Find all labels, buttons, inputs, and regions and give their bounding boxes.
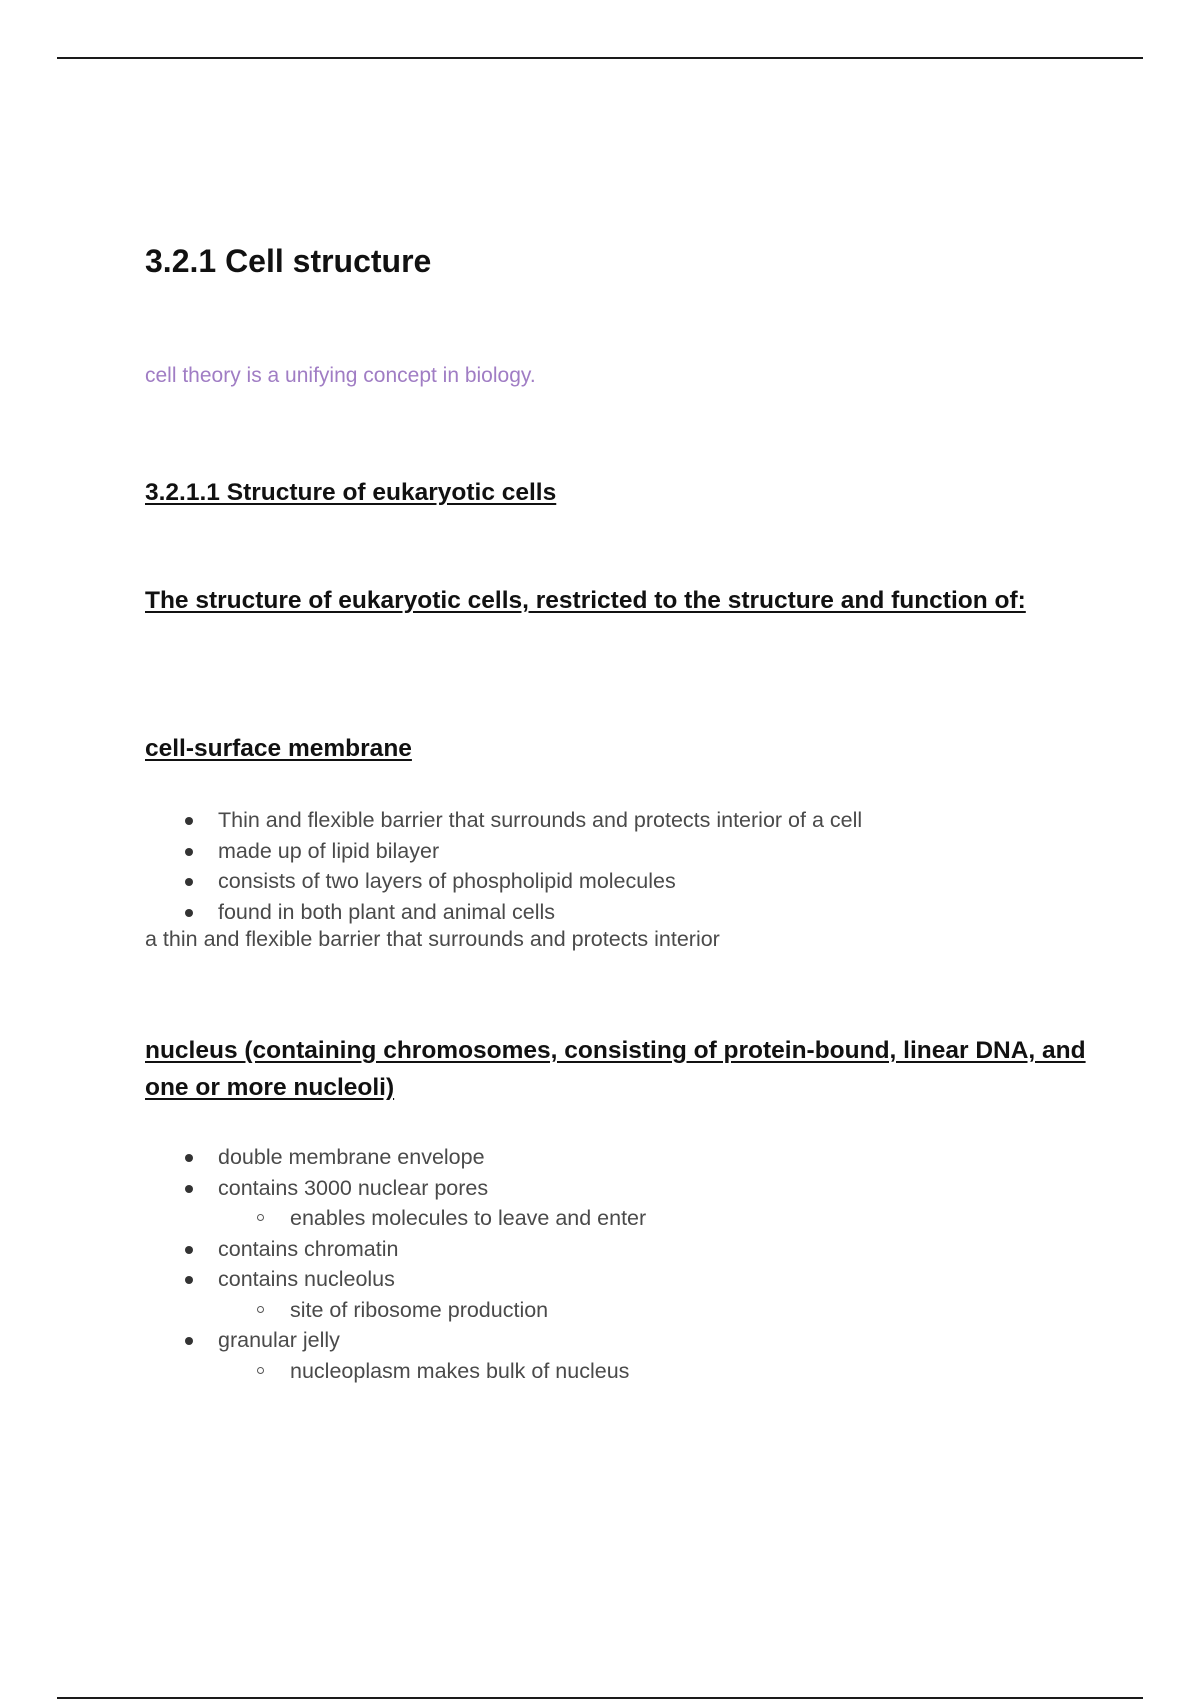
list-item [145, 1173, 646, 1204]
list-item-text: double membrane envelope [218, 1145, 485, 1169]
sub-list-item-text: enables molecules to leave and enter [290, 1206, 647, 1230]
list-item-text: contains 3000 nuclear pores [218, 1175, 489, 1200]
list-item-text: contains chromatin [218, 1236, 399, 1261]
bullet-dot-icon [185, 1276, 193, 1284]
page-title: 3.2.1 Cell structure [145, 243, 432, 279]
sub-list-item [145, 1203, 646, 1234]
bullet-circle-icon [257, 1367, 264, 1374]
bullet-dot-icon [185, 1246, 193, 1254]
sub-list-item [145, 1356, 646, 1387]
list-item [145, 1325, 646, 1356]
list-item-text: made up of lipid bilayer [218, 838, 440, 863]
list-item [145, 1234, 646, 1265]
bullet-dot-icon [185, 848, 193, 856]
membrane-bullet-list [145, 805, 862, 927]
bullet-dot-icon [185, 1185, 193, 1193]
membrane-note: a thin and flexible barrier that surrounds and protects interior [145, 927, 720, 951]
list-item [145, 805, 862, 836]
sub-list-item [145, 1295, 646, 1326]
list-item [145, 1264, 646, 1295]
bullet-dot-icon [185, 909, 193, 917]
nucleus-heading: nucleus (containing chromosomes, consisting of protein-bound, linear DNA, and one or more nucleoli) [145, 1037, 1086, 1101]
page-top-rule [57, 57, 1143, 59]
list-item [145, 836, 862, 867]
membrane-heading: cell-surface membrane [145, 735, 412, 762]
sub-list-item-text: nucleoplasm makes bulk of nucleus [290, 1358, 630, 1383]
list-item-text: granular jelly [218, 1328, 340, 1352]
bullet-dot-icon [185, 817, 193, 825]
bullet-dot-icon [185, 878, 193, 886]
list-item [145, 897, 862, 928]
structure-heading: The structure of eukaryotic cells, restricted to the structure and function of: [145, 587, 1026, 614]
sub-list-item-text: site of ribosome production [290, 1297, 549, 1322]
bullet-dot-icon [185, 1337, 193, 1345]
section-heading: 3.2.1.1 Structure of eukaryotic cells [145, 479, 557, 506]
list-item [145, 1142, 646, 1173]
list-item-text: Thin and flexible barrier that surrounds and protects interior of a cell [218, 808, 863, 832]
subtitle: cell theory is a unifying concept in biology. [145, 364, 536, 387]
list-item-text: contains nucleolus [218, 1267, 395, 1291]
nucleus-bullet-list [145, 1142, 646, 1386]
bullet-circle-icon [257, 1214, 264, 1221]
bullet-dot-icon [185, 1154, 193, 1162]
page-bottom-rule [57, 1697, 1143, 1699]
list-item-text: found in both plant and animal cells [218, 899, 556, 924]
list-item-text: consists of two layers of phospholipid molecules [218, 869, 676, 893]
list-item [145, 866, 862, 897]
bullet-circle-icon [257, 1306, 264, 1313]
